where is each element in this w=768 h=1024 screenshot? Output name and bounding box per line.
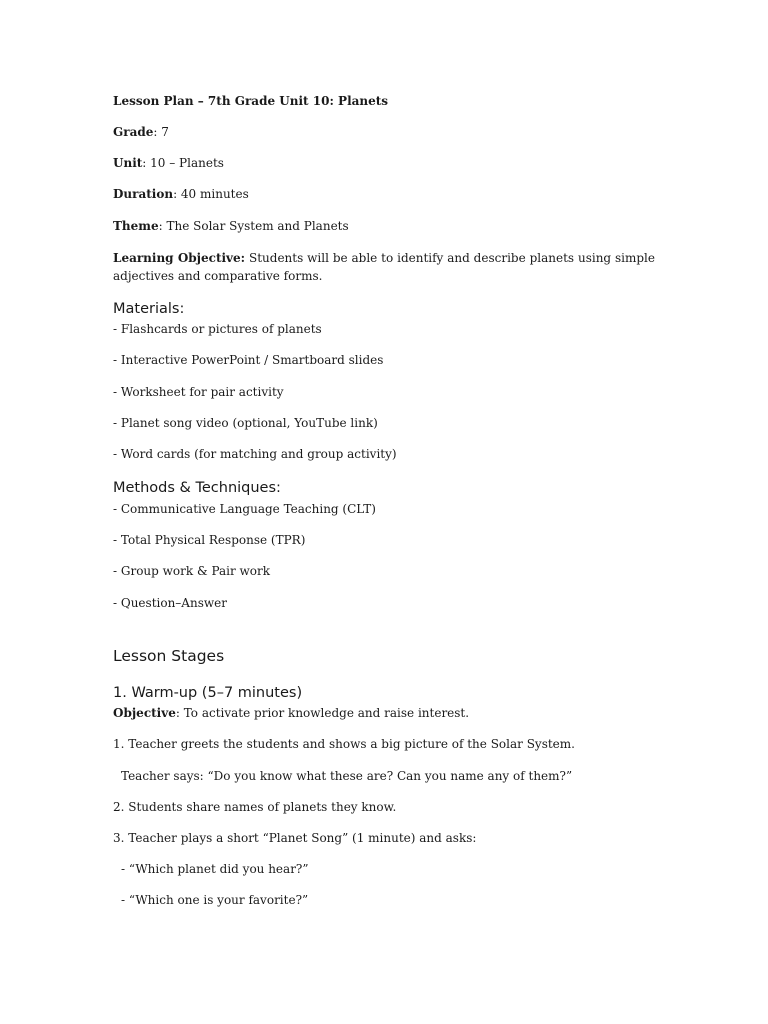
- unit-value: : 10 – Planets: [142, 156, 224, 170]
- theme-value: : The Solar System and Planets: [158, 219, 349, 233]
- learning-objective-text: Students will be able to identify and describe planets using simple adjectives and comparative forms.: [113, 251, 655, 283]
- duration-label: Duration: [113, 187, 174, 201]
- warmup-step: 2. Students share names of planets they know.: [113, 800, 397, 814]
- warmup-step: - “Which one is your favorite?”: [121, 893, 309, 907]
- warmup-objective-text: : To activate prior knowledge and raise interest.: [175, 706, 470, 720]
- warmup-heading: 1. Warm-up (5–7 minutes): [113, 685, 303, 701]
- lesson-stages-heading: Lesson Stages: [113, 647, 225, 665]
- learning-objective: [113, 249, 655, 285]
- grade-label: Grade: [113, 125, 154, 139]
- theme-label: Theme: [113, 219, 159, 233]
- duration-line: [113, 186, 249, 203]
- document-page: [113, 0, 655, 1024]
- materials-item: - Planet song video (optional, YouTube link): [113, 416, 378, 430]
- document-title: Lesson Plan – 7th Grade Unit 10: Planets: [113, 94, 389, 108]
- methods-heading: Methods & Techniques:: [113, 480, 281, 496]
- warmup-step: Teacher says: “Do you know what these are? Can you name any of them?”: [121, 769, 573, 783]
- materials-item: - Flashcards or pictures of planets: [113, 322, 322, 336]
- grade-value: : 7: [153, 125, 169, 139]
- learning-objective-label: Learning Objective:: [113, 251, 246, 265]
- methods-item: - Total Physical Response (TPR): [113, 533, 306, 547]
- warmup-objective-label: Objective: [113, 706, 176, 720]
- materials-item: - Worksheet for pair activity: [113, 385, 284, 399]
- materials-item: - Word cards (for matching and group activity): [113, 447, 397, 461]
- warmup-step: 1. Teacher greets the students and shows a big picture of the Solar System.: [113, 737, 575, 751]
- unit-label: Unit: [113, 156, 143, 170]
- grade-line: [113, 124, 169, 141]
- unit-line: [113, 155, 224, 172]
- materials-item: - Interactive PowerPoint / Smartboard slides: [113, 353, 384, 367]
- warmup-objective: [113, 705, 469, 722]
- methods-item: - Group work & Pair work: [113, 564, 271, 578]
- theme-line: [113, 218, 349, 235]
- methods-item: - Question–Answer: [113, 596, 227, 610]
- duration-value: : 40 minutes: [173, 187, 249, 201]
- warmup-step: - “Which planet did you hear?”: [121, 862, 309, 876]
- methods-item: - Communicative Language Teaching (CLT): [113, 502, 376, 516]
- warmup-step: 3. Teacher plays a short “Planet Song” (1 minute) and asks:: [113, 831, 477, 845]
- materials-heading: Materials:: [113, 301, 185, 317]
